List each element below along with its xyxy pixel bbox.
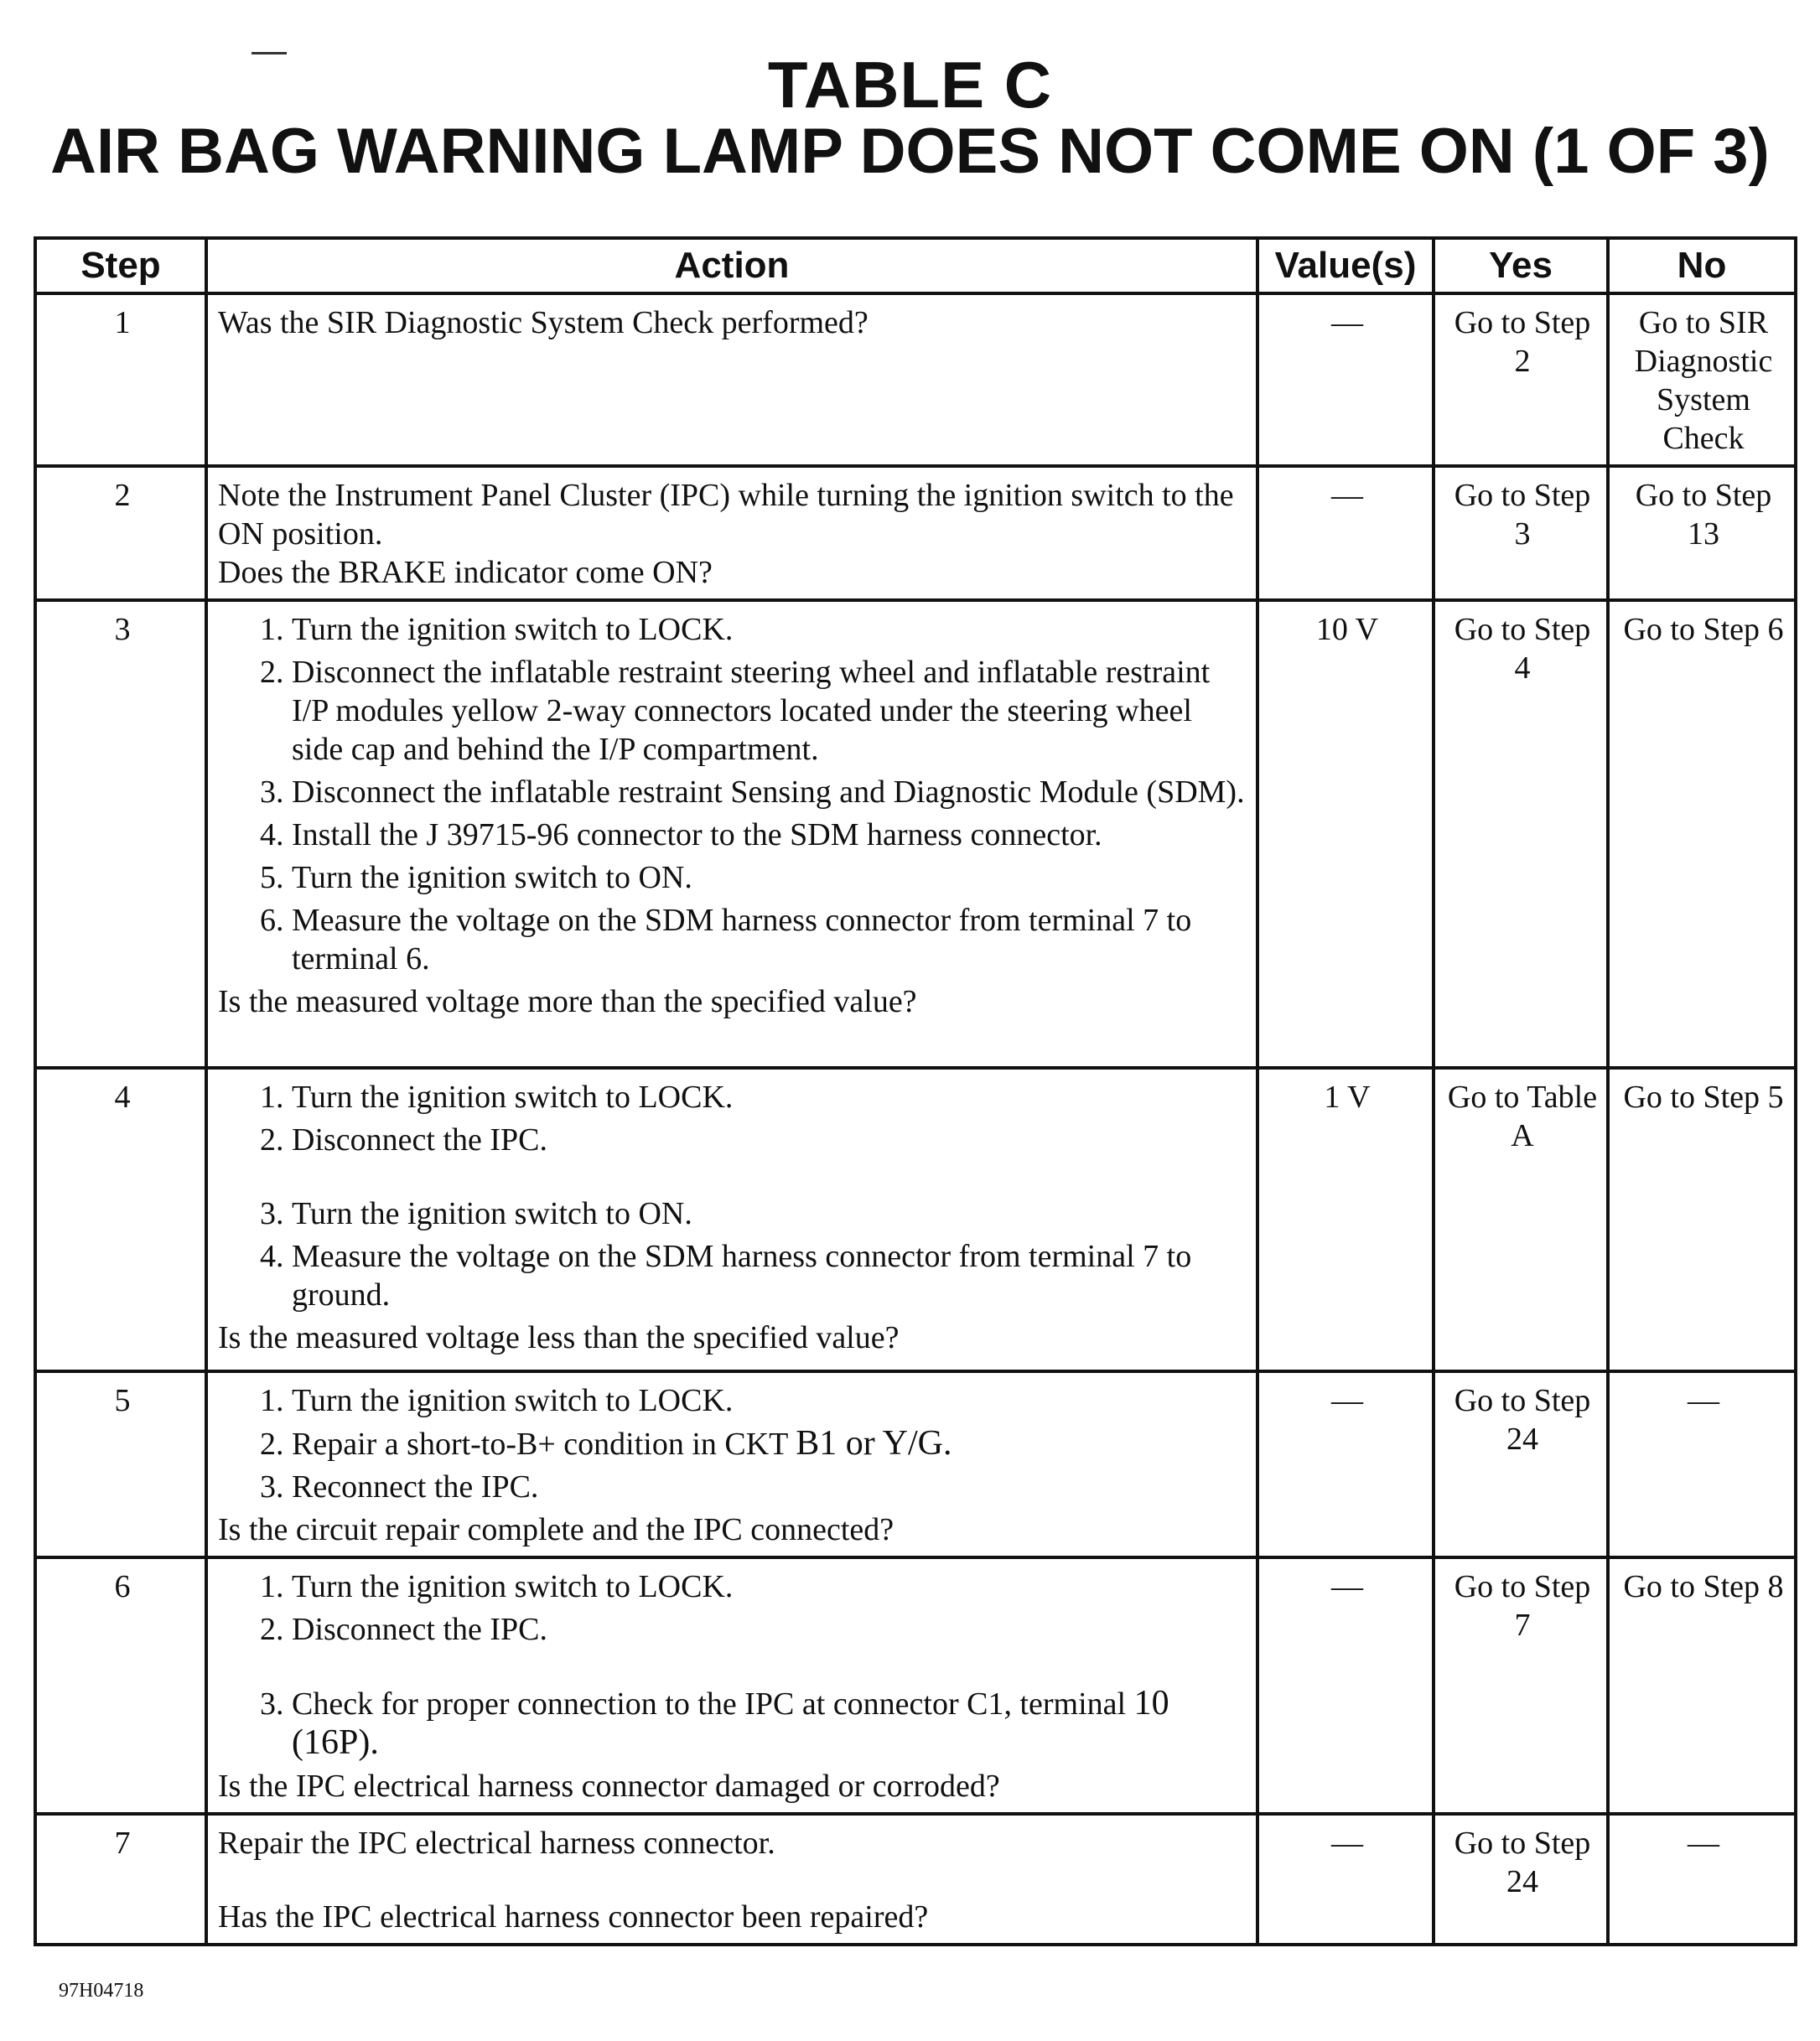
yes-cell: Go to Step 24 xyxy=(1434,1371,1608,1557)
value-cell: 10 V xyxy=(1257,600,1434,1068)
action-cell xyxy=(206,1068,1257,1371)
list-item: 5. Turn the ignition switch to ON. xyxy=(292,858,1249,897)
action-steps-list xyxy=(218,610,1249,978)
list-item: 4. Install the J 39715-96 connector to the SDM harness connector. xyxy=(292,816,1249,854)
list-item: 4. Measure the voltage on the SDM harness connector from terminal 7 to ground. xyxy=(292,1237,1249,1314)
step-number: 5 xyxy=(35,1371,206,1557)
terminal-id: 10 (16P). xyxy=(292,1684,1169,1762)
value-cell: — xyxy=(1257,1371,1434,1557)
action-text: Was the SIR Diagnostic System Check performed? xyxy=(218,305,869,340)
list-item: 3. Reconnect the IPC. xyxy=(292,1468,1249,1506)
table-row-step-4 xyxy=(35,1068,1796,1371)
title-line-1: TABLE C xyxy=(767,48,1053,122)
list-item xyxy=(292,1684,1249,1763)
action-cell xyxy=(206,1557,1257,1814)
yes-cell: Go to Step 2 xyxy=(1434,293,1608,466)
action-steps-list xyxy=(218,1078,1249,1314)
action-cell xyxy=(206,1814,1257,1945)
step-number: 1 xyxy=(35,293,206,466)
header-row xyxy=(35,238,1796,293)
table-row-step-3 xyxy=(35,600,1796,1068)
list-item xyxy=(292,1424,1249,1463)
action-cell xyxy=(206,1371,1257,1557)
no-cell: Go to Step 8 xyxy=(1608,1557,1796,1814)
value-cell: — xyxy=(1257,466,1434,600)
yes-cell: Go to Step 4 xyxy=(1434,600,1608,1068)
action-cell xyxy=(206,293,1257,466)
list-item-text: Check for proper connection to the IPC at connector C1, terminal xyxy=(292,1686,1127,1722)
table-row-step-6 xyxy=(35,1557,1796,1814)
figure-code: 97H04718 xyxy=(59,1980,144,2002)
no-cell: — xyxy=(1608,1371,1796,1557)
value-cell: — xyxy=(1257,293,1434,466)
table-row-step-7 xyxy=(35,1814,1796,1945)
no-cell: Go to Step 13 xyxy=(1608,466,1796,600)
yes-cell: Go to Step 24 xyxy=(1434,1814,1608,1945)
table-row-step-2 xyxy=(35,466,1796,600)
value-cell: 1 V xyxy=(1257,1068,1434,1371)
circuit-id: B1 or Y/G. xyxy=(796,1424,952,1463)
action-cell xyxy=(206,600,1257,1068)
document-title xyxy=(0,48,1820,187)
list-item: 1. Turn the ignition switch to LOCK. xyxy=(292,1078,1249,1116)
title-line-2: AIR BAG WARNING LAMP DOES NOT COME ON (1 OF 3) xyxy=(50,115,1770,187)
list-item: 2. Disconnect the IPC. xyxy=(292,1121,1249,1159)
value-cell: — xyxy=(1257,1814,1434,1945)
table-row-step-1 xyxy=(35,293,1796,466)
action-question: Does the BRAKE indicator come ON? xyxy=(218,555,713,590)
list-item: 1. Turn the ignition switch to LOCK. xyxy=(292,610,1249,649)
list-item: 6. Measure the voltage on the SDM harness connector from terminal 7 to terminal 6. xyxy=(292,901,1249,978)
action-question: Is the measured voltage less than the specified value? xyxy=(218,1320,900,1355)
column-header-step: Step xyxy=(35,238,206,293)
list-item: 2. Disconnect the IPC. xyxy=(292,1610,1249,1649)
action-question: Is the measured voltage more than the specified value? xyxy=(218,984,917,1019)
no-cell: Go to SIR Diagnostic System Check xyxy=(1608,293,1796,466)
action-cell xyxy=(206,466,1257,600)
action-question: Is the circuit repair complete and the IPC connected? xyxy=(218,1512,894,1547)
action-steps-list xyxy=(218,1381,1249,1506)
list-item: 1. Turn the ignition switch to LOCK. xyxy=(292,1567,1249,1606)
action-text: Repair the IPC electrical harness connector. xyxy=(218,1826,775,1861)
list-item: 1. Turn the ignition switch to LOCK. xyxy=(292,1381,1249,1420)
table-row-step-5 xyxy=(35,1371,1796,1557)
list-item-text: Repair a short-to-B+ condition in CKT xyxy=(292,1427,788,1462)
column-header-no: No xyxy=(1608,238,1796,293)
no-cell: — xyxy=(1608,1814,1796,1945)
action-question: Has the IPC electrical harness connector been repaired? xyxy=(218,1899,929,1935)
yes-cell: Go to Table A xyxy=(1434,1068,1608,1371)
column-header-values: Value(s) xyxy=(1257,238,1434,293)
column-header-yes: Yes xyxy=(1434,238,1608,293)
yes-cell: Go to Step 7 xyxy=(1434,1557,1608,1814)
step-number: 4 xyxy=(35,1068,206,1371)
list-item: 3. Turn the ignition switch to ON. xyxy=(292,1194,1249,1233)
list-item: 2. Disconnect the inflatable restraint steering wheel and inflatable restraint I/P modules yellow 2-way connectors located under the steering wheel side cap and behind the I/P compartment. xyxy=(292,653,1249,769)
value-cell: — xyxy=(1257,1557,1434,1814)
action-question: Is the IPC electrical harness connector damaged or corroded? xyxy=(218,1769,1000,1804)
diagnostic-table xyxy=(34,236,1797,1946)
action-steps-list xyxy=(218,1567,1249,1763)
step-number: 3 xyxy=(35,600,206,1068)
step-number: 7 xyxy=(35,1814,206,1945)
action-text: Note the Instrument Panel Cluster (IPC) while turning the ignition switch to the ON position. xyxy=(218,478,1234,552)
list-item: 3. Disconnect the inflatable restraint Sensing and Diagnostic Module (SDM). xyxy=(292,773,1249,811)
yes-cell: Go to Step 3 xyxy=(1434,466,1608,600)
step-number: 6 xyxy=(35,1557,206,1814)
no-cell: Go to Step 5 xyxy=(1608,1068,1796,1371)
column-header-action: Action xyxy=(206,238,1257,293)
step-number: 2 xyxy=(35,466,206,600)
no-cell: Go to Step 6 xyxy=(1608,600,1796,1068)
